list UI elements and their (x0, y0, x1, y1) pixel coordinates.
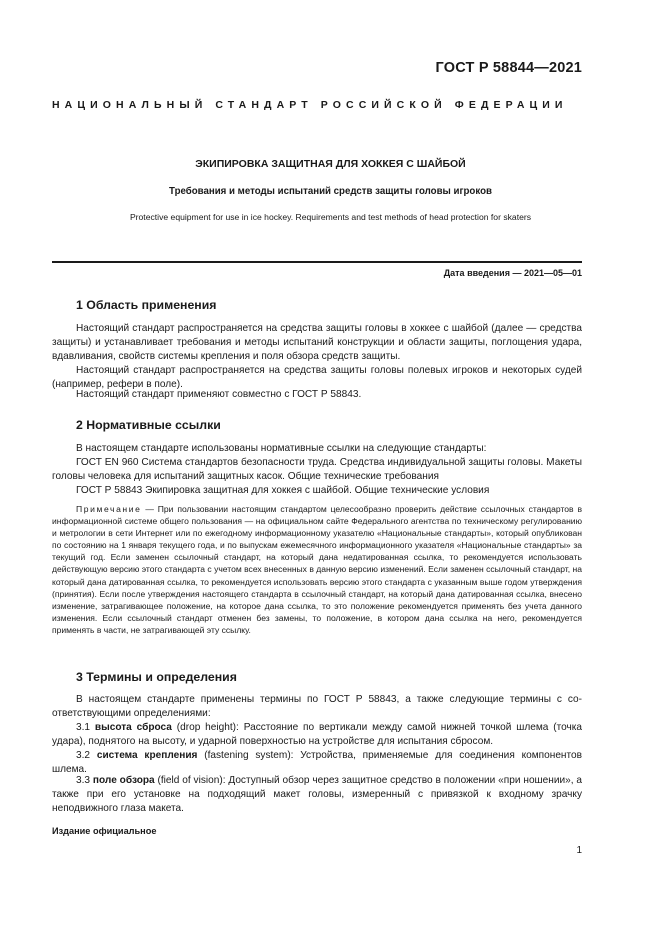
reference-gost-en-960: ГОСТ EN 960 Система стандартов безопасности труда. Средства индивидуальной защиты головы. Макеты головы человека для испытаний защитных касок. Общие технические требования (52, 457, 582, 483)
section-3-heading: 3 Термины и определения (76, 670, 237, 684)
english-title: Protective equipment for use in ice hockey. Requirements and test methods of head protection for skaters (129, 212, 532, 222)
term-3-3 (52, 774, 582, 817)
section-1-paragraph-3: Настоящий стандарт применяют совместно с ГОСТ Р 58843. (76, 389, 362, 400)
section-1-heading: 1 Область применения (76, 298, 217, 312)
term-definition: (drop height): Расстояние по вертикали между самой нижней точкой шлема (точка удара), поднятого на высоту, и ударной поверхностью на устройстве для испытания сбросом. (52, 722, 582, 748)
official-edition-label: Издание официальное (52, 826, 157, 836)
term-definition: (field of vision): Доступный обзор через защитное средство в положении «при ношении», а также при его установке на подходящий макет головы, измеренный с привязкой к входному зрачку неподвижного глаза макета. (52, 775, 583, 815)
term-definition: (fastening system): Устройства, применяемые для соединения компонентов шлема. (52, 750, 582, 776)
note-text: — При пользовании настоящим стандартом целесообразно проверить действие ссылочных стандартов в информационной системе общего пользования — на официальном сайте Федерального агентства по техническому регулированию и метрологии в сети Интернет или по ежегодному информационному указателю «Национальные стандарты», который опубликован по состоянию на 1 января текущего года, и по выпускам ежемесячного информационного указателя «Национальные стандарты» за текущий год. Если заменен ссылочный стандарт, на который дана недатированная ссылка, то рекомендуется использовать действующую версию этого стандарта с учетом всех внесенных в данную версию изменений. Если заменен ссылочный стандарт, на который дана датированная ссылка, то рекомендуется использовать версию этого стандарта с указанным выше годом утверждения (принятия). Если после утверждения настоящего стандарта в ссылочный стандарт, на который дана датированная ссылка, внесено изменение, затрагивающее положение, на которое дана ссылка, то это положение рекомендуется применять без учета данного изменения. Если ссылочный стандарт отменен без замены, то положение, в котором дана ссылка на него, рекомендуется применять в части, не затрагивающей эту ссылку. (52, 504, 582, 635)
term-name: система крепления (96, 750, 198, 761)
term-name: высота сброса (94, 722, 172, 733)
page-number: 1 (576, 845, 582, 856)
term-3-1 (52, 721, 582, 749)
note-paragraph (52, 503, 582, 636)
section-2-heading: 2 Нормативные ссылки (76, 418, 221, 432)
term-number: 3.2 (76, 750, 97, 761)
section-3-paragraph-1: В настоящем стандарте применены термины по ГОСТ Р 58843, а также следующие термины с со-ответствующими определениями: (52, 694, 582, 720)
national-standard-heading: НАЦИОНАЛЬНЫЙ СТАНДАРТ РОССИЙСКОЙ ФЕДЕРАЦИИ (52, 99, 568, 111)
section-1-paragraph-1: Настоящий стандарт распространяется на средства защиты головы в хоккее с шайбой (далее — средства защиты) и устанавливает требования и методы испытаний конструкции и области защиты, поглощения удара, вдавливания, свойств системы крепления и поля обзора средств защиты. (52, 323, 582, 363)
document-subtitle: Требования и методы испытаний средств защиты головы игроков (169, 186, 492, 197)
reference-gost-r-58843: ГОСТ Р 58843 Экипировка защитная для хоккея с шайбой. Общие технические условия (76, 485, 490, 496)
term-number: 3.3 (76, 775, 93, 786)
introduction-date: Дата введения — 2021—05—01 (443, 268, 582, 278)
term-number: 3.1 (76, 722, 95, 733)
note-label: Примечание (76, 504, 142, 514)
section-1-paragraph-2: Настоящий стандарт распространяется на средства защиты головы полевых игроков и некоторых судей (например, рефери в поле). (52, 365, 582, 391)
section-2-paragraph-1: В настоящем стандарте использованы нормативные ссылки на следующие стандарты: (76, 443, 487, 454)
divider-line (52, 261, 582, 263)
document-title: ЭКИПИРОВКА ЗАЩИТНАЯ ДЛЯ ХОККЕЯ С ШАЙБОЙ (195, 158, 466, 170)
term-name: поле обзора (92, 775, 155, 786)
standard-code: ГОСТ Р 58844—2021 (435, 60, 582, 76)
